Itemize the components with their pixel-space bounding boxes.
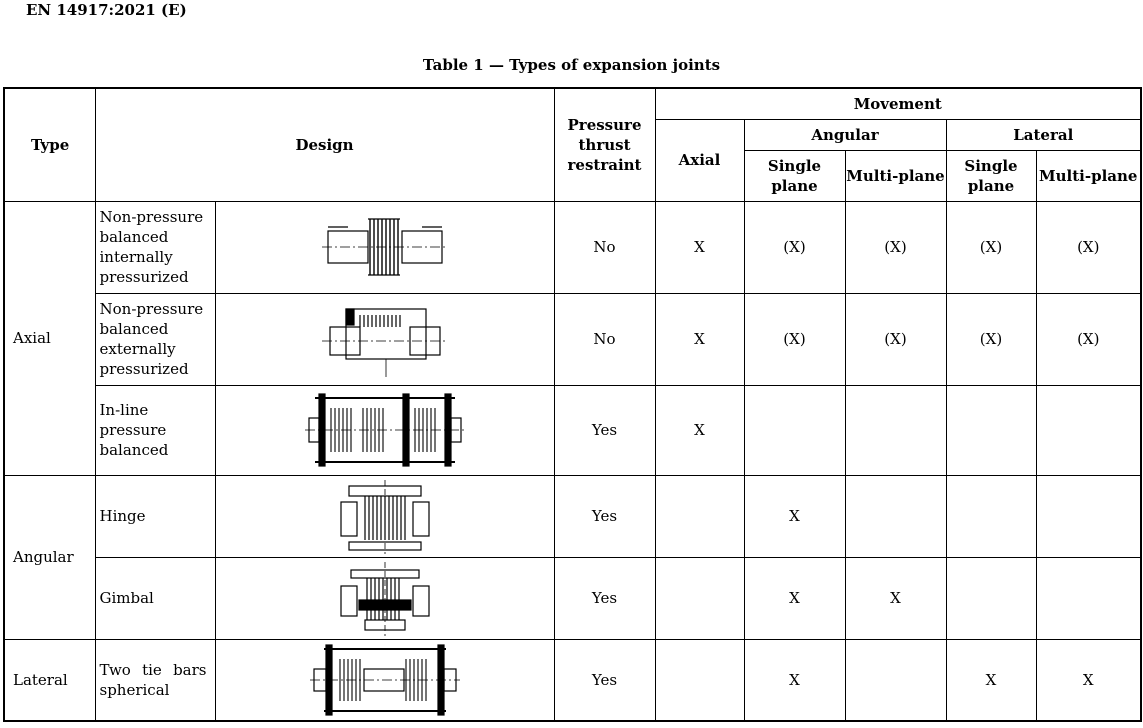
design-label: Non-pressure balanced internally pressurized bbox=[95, 201, 215, 293]
lateral-multi-mark bbox=[1036, 385, 1141, 475]
table-row bbox=[4, 293, 1141, 385]
table-row bbox=[4, 201, 1141, 293]
col-header-angular-multi-plane: Multi-plane bbox=[845, 150, 946, 201]
col-header-angular: Angular bbox=[744, 119, 946, 150]
axial-mark bbox=[655, 557, 744, 639]
lateral-multi-mark: (X) bbox=[1036, 293, 1141, 385]
angular-multi-mark bbox=[845, 639, 946, 721]
lateral-multi-mark bbox=[1036, 557, 1141, 639]
axial-mark: X bbox=[655, 293, 744, 385]
restraint-value: Yes bbox=[554, 639, 655, 721]
lateral-single-mark bbox=[946, 475, 1036, 557]
restraint-value: No bbox=[554, 201, 655, 293]
lateral-multi-mark: (X) bbox=[1036, 201, 1141, 293]
design-label: Non-pressure balanced externally pressurized bbox=[95, 293, 215, 385]
document-header: EN 14917:2021 (E) bbox=[26, 1, 187, 19]
lateral-single-mark: (X) bbox=[946, 293, 1036, 385]
col-header-pressure-thrust-restraint: Pressure thrust restraint bbox=[554, 88, 655, 201]
col-header-design: Design bbox=[95, 88, 554, 201]
internal-bellows-drawing bbox=[320, 205, 450, 289]
lateral-multi-mark: X bbox=[1036, 639, 1141, 721]
group-label-lateral: Lateral bbox=[4, 639, 95, 721]
angular-single-mark: X bbox=[744, 639, 845, 721]
table-row bbox=[4, 475, 1141, 557]
external-bellows-drawing bbox=[320, 297, 450, 381]
lateral-single-mark: X bbox=[946, 639, 1036, 721]
col-header-angular-single-plane: Single plane bbox=[744, 150, 845, 201]
col-header-lateral-multi-plane: Multi-plane bbox=[1036, 150, 1141, 201]
angular-multi-mark bbox=[845, 385, 946, 475]
axial-mark bbox=[655, 475, 744, 557]
group-label-angular: Angular bbox=[4, 475, 95, 639]
col-header-lateral-single-plane: Single plane bbox=[946, 150, 1036, 201]
lateral-multi-mark bbox=[1036, 475, 1141, 557]
design-label: Gimbal bbox=[95, 557, 215, 639]
lateral-single-mark bbox=[946, 385, 1036, 475]
design-label: Two tie bars spherical bbox=[95, 639, 215, 721]
tie-bar-joint-drawing bbox=[310, 641, 460, 719]
lateral-single-mark: (X) bbox=[946, 201, 1036, 293]
table-title: Table 1 — Types of expansion joints bbox=[422, 56, 721, 74]
axial-mark: X bbox=[655, 385, 744, 475]
inline-balanced-drawing bbox=[305, 388, 465, 472]
angular-single-mark: (X) bbox=[744, 293, 845, 385]
table-row bbox=[4, 639, 1141, 721]
restraint-value: Yes bbox=[554, 385, 655, 475]
expansion-joints-table bbox=[3, 87, 1142, 722]
axial-mark bbox=[655, 639, 744, 721]
design-label: In-line pressure balanced bbox=[95, 385, 215, 475]
restraint-value: Yes bbox=[554, 557, 655, 639]
angular-multi-mark: X bbox=[845, 557, 946, 639]
design-label: Hinge bbox=[95, 475, 215, 557]
angular-single-mark: X bbox=[744, 557, 845, 639]
angular-single-mark: (X) bbox=[744, 201, 845, 293]
angular-multi-mark: (X) bbox=[845, 201, 946, 293]
col-header-type: Type bbox=[4, 88, 95, 201]
col-header-axial: Axial bbox=[655, 119, 744, 201]
axial-mark: X bbox=[655, 201, 744, 293]
col-header-movement: Movement bbox=[655, 88, 1141, 119]
restraint-value: No bbox=[554, 293, 655, 385]
hinge-joint-drawing bbox=[335, 478, 435, 554]
restraint-value: Yes bbox=[554, 475, 655, 557]
group-label-axial: Axial bbox=[4, 201, 95, 475]
lateral-single-mark bbox=[946, 557, 1036, 639]
table-row bbox=[4, 557, 1141, 639]
gimbal-joint-drawing bbox=[335, 560, 435, 636]
angular-single-mark: X bbox=[744, 475, 845, 557]
table-row bbox=[4, 385, 1141, 475]
angular-multi-mark: (X) bbox=[845, 293, 946, 385]
angular-multi-mark bbox=[845, 475, 946, 557]
angular-single-mark bbox=[744, 385, 845, 475]
col-header-lateral: Lateral bbox=[946, 119, 1141, 150]
